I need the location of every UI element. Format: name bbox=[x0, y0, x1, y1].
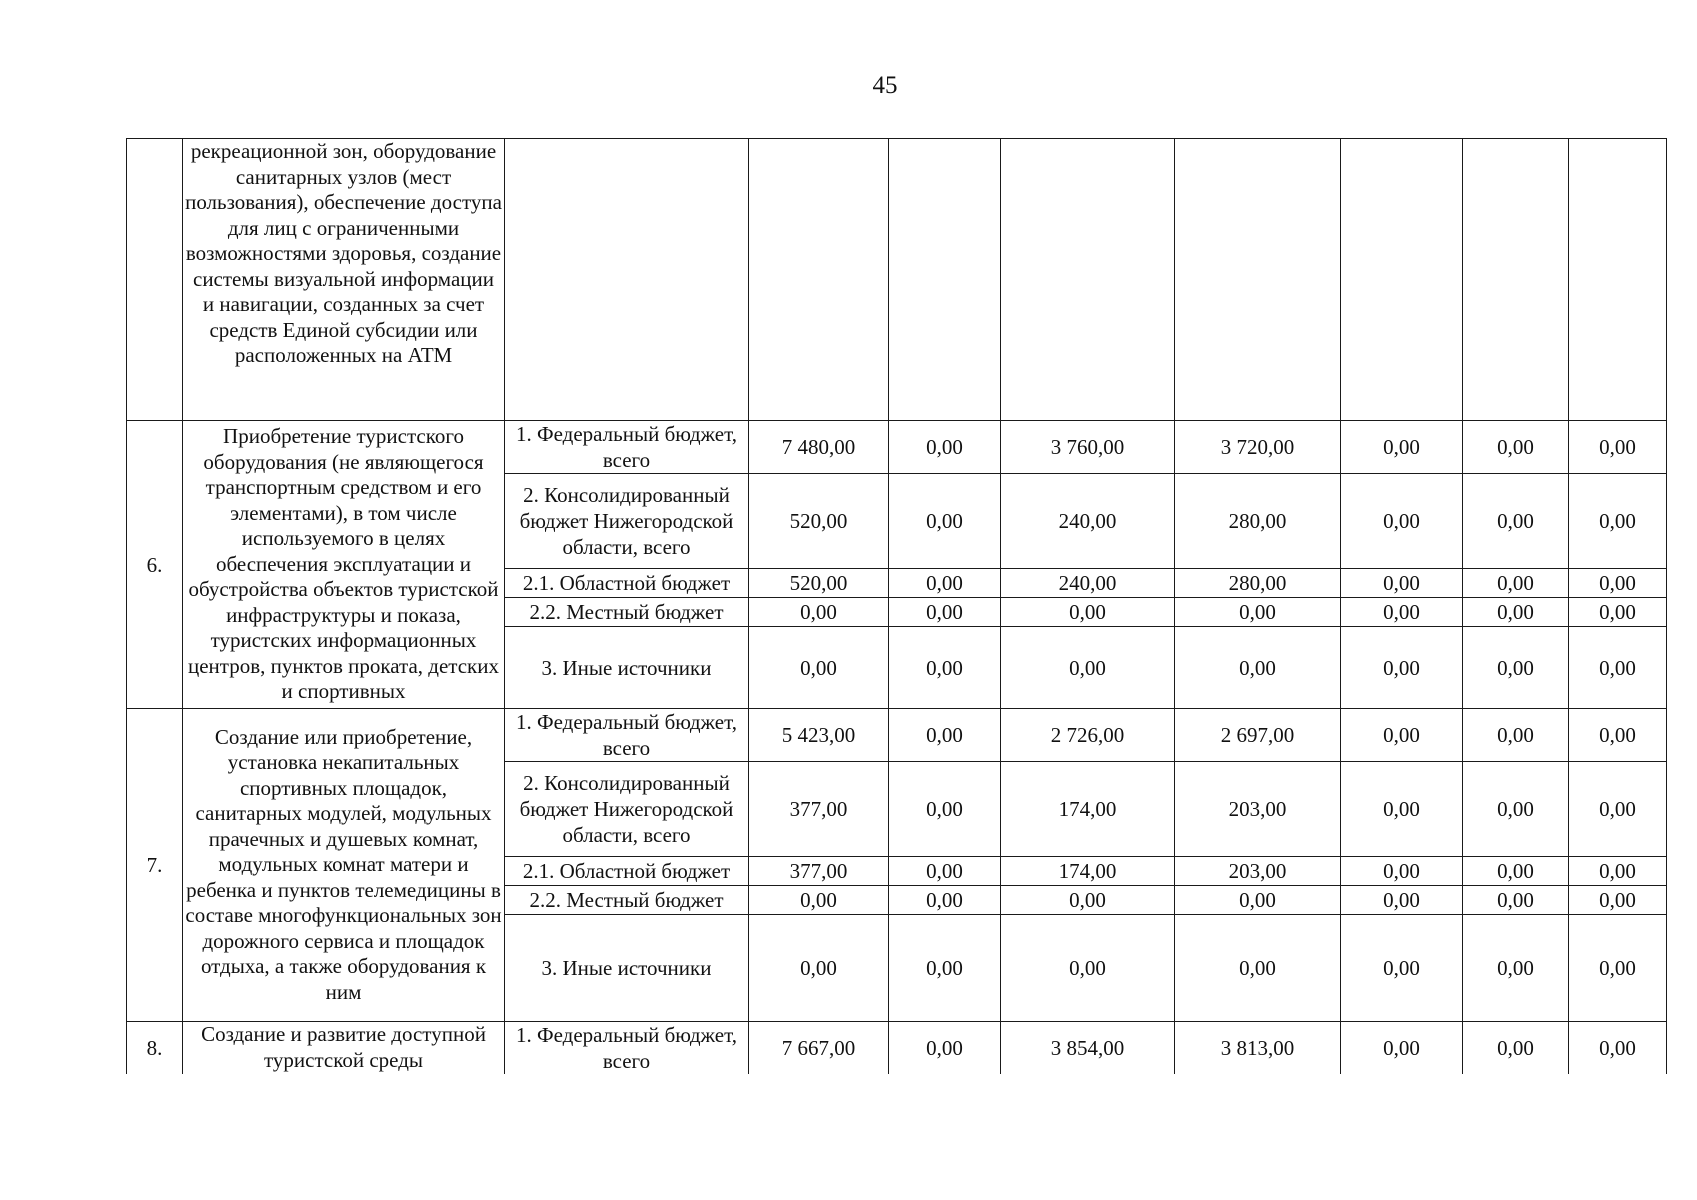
amount-cell: 2 697,00 bbox=[1175, 709, 1341, 762]
amount-cell: 3 720,00 bbox=[1175, 421, 1341, 474]
amount-cell: 0,00 bbox=[1463, 627, 1569, 709]
amount-cell: 280,00 bbox=[1175, 569, 1341, 598]
amount-cell: 0,00 bbox=[1001, 627, 1175, 709]
item-description-cell: Приобретение туристского оборудования (не являющегося транспортным средством и его элементами), в том числе используемого в целях обеспечения эксплуатации и обустройства объектов туристской инфраструктуры и показа, туристских информационных центров, пунктов проката, детских и спортивных bbox=[183, 421, 505, 709]
amount-cell: 174,00 bbox=[1001, 762, 1175, 857]
amount-cell: 240,00 bbox=[1001, 569, 1175, 598]
amount-cell: 520,00 bbox=[749, 474, 889, 569]
amount-cell: 203,00 bbox=[1175, 857, 1341, 886]
amount-cell: 3 813,00 bbox=[1175, 1022, 1341, 1075]
funding-source-cell: 3. Иные источники bbox=[505, 627, 749, 709]
amount-cell: 0,00 bbox=[1463, 421, 1569, 474]
empty-cell bbox=[1341, 139, 1463, 421]
amount-cell: 3 854,00 bbox=[1001, 1022, 1175, 1075]
funding-source-cell: 1. Федеральный бюджет, всего bbox=[505, 709, 749, 762]
funding-source-cell: 3. Иные источники bbox=[505, 915, 749, 1022]
amount-cell: 0,00 bbox=[1463, 474, 1569, 569]
amount-cell: 0,00 bbox=[1569, 762, 1667, 857]
amount-cell: 0,00 bbox=[1569, 474, 1667, 569]
continuation-row bbox=[127, 139, 1667, 421]
amount-cell: 0,00 bbox=[1001, 598, 1175, 627]
amount-cell: 0,00 bbox=[889, 627, 1001, 709]
amount-cell: 520,00 bbox=[749, 569, 889, 598]
amount-cell: 0,00 bbox=[1175, 627, 1341, 709]
amount-cell: 0,00 bbox=[1569, 569, 1667, 598]
amount-cell: 0,00 bbox=[1569, 915, 1667, 1022]
amount-cell: 0,00 bbox=[1175, 598, 1341, 627]
amount-cell: 7 480,00 bbox=[749, 421, 889, 474]
amount-cell: 0,00 bbox=[1569, 1022, 1667, 1075]
empty-cell bbox=[1175, 139, 1341, 421]
item-description-cell: Создание и развитие доступной туристской среды bbox=[183, 1022, 505, 1075]
amount-cell: 0,00 bbox=[1175, 886, 1341, 915]
amount-cell: 0,00 bbox=[1341, 915, 1463, 1022]
amount-cell: 0,00 bbox=[749, 886, 889, 915]
table-row bbox=[127, 1022, 1667, 1075]
item-number-cell: 6. bbox=[127, 421, 183, 709]
empty-cell bbox=[889, 139, 1001, 421]
amount-cell: 0,00 bbox=[749, 627, 889, 709]
amount-cell: 0,00 bbox=[1001, 915, 1175, 1022]
amount-cell: 0,00 bbox=[1463, 886, 1569, 915]
funding-source-cell: 2. Консолидированный бюджет Нижегородской области, всего bbox=[505, 474, 749, 569]
amount-cell: 3 760,00 bbox=[1001, 421, 1175, 474]
amount-cell: 280,00 bbox=[1175, 474, 1341, 569]
amount-cell: 0,00 bbox=[1569, 598, 1667, 627]
amount-cell: 0,00 bbox=[1569, 857, 1667, 886]
amount-cell: 0,00 bbox=[1341, 598, 1463, 627]
table-row bbox=[127, 709, 1667, 762]
amount-cell: 0,00 bbox=[889, 421, 1001, 474]
amount-cell: 0,00 bbox=[1569, 627, 1667, 709]
amount-cell: 0,00 bbox=[1569, 709, 1667, 762]
item-number-cell: 7. bbox=[127, 709, 183, 1022]
amount-cell: 5 423,00 bbox=[749, 709, 889, 762]
amount-cell: 0,00 bbox=[889, 598, 1001, 627]
empty-cell bbox=[505, 139, 749, 421]
amount-cell: 0,00 bbox=[1463, 762, 1569, 857]
empty-cell bbox=[749, 139, 889, 421]
amount-cell: 0,00 bbox=[889, 1022, 1001, 1075]
page-number: 45 bbox=[872, 72, 898, 99]
amount-cell: 0,00 bbox=[1463, 1022, 1569, 1075]
funding-source-cell: 2.2. Местный бюджет bbox=[505, 886, 749, 915]
amount-cell: 0,00 bbox=[889, 915, 1001, 1022]
item-number-cell: 8. bbox=[127, 1022, 183, 1075]
amount-cell: 240,00 bbox=[1001, 474, 1175, 569]
amount-cell: 377,00 bbox=[749, 857, 889, 886]
item-description-cell: рекреационной зон, оборудование санитарных узлов (мест пользования), обеспечение доступа для лиц с ограниченными возможностями здоровья, создание системы визуальной информации и навигации, созданных за счет средств Единой субсидии или расположенных на АТМ bbox=[183, 139, 505, 421]
amount-cell: 0,00 bbox=[889, 474, 1001, 569]
amount-cell: 0,00 bbox=[889, 886, 1001, 915]
amount-cell: 0,00 bbox=[889, 569, 1001, 598]
funding-source-cell: 1. Федеральный бюджет, всего bbox=[505, 1022, 749, 1075]
amount-cell: 0,00 bbox=[1341, 857, 1463, 886]
table-row bbox=[127, 421, 1667, 474]
funding-source-cell: 2.1. Областной бюджет bbox=[505, 857, 749, 886]
amount-cell: 0,00 bbox=[1463, 709, 1569, 762]
item-description-cell: Создание или приобретение, установка некапитальных спортивных площадок, санитарных модулей, модульных прачечных и душевых комнат, модульных комнат матери и ребенка и пунктов телемедицины в составе многофункциональных зон дорожного сервиса и площадок отдыха, а также оборудования к ним bbox=[183, 709, 505, 1022]
amount-cell: 0,00 bbox=[1341, 1022, 1463, 1075]
amount-cell: 0,00 bbox=[1341, 886, 1463, 915]
amount-cell: 0,00 bbox=[1463, 915, 1569, 1022]
amount-cell: 0,00 bbox=[1341, 421, 1463, 474]
amount-cell: 0,00 bbox=[1341, 474, 1463, 569]
funding-source-cell: 2.2. Местный бюджет bbox=[505, 598, 749, 627]
amount-cell: 0,00 bbox=[1341, 627, 1463, 709]
amount-cell: 174,00 bbox=[1001, 857, 1175, 886]
empty-cell bbox=[1569, 139, 1667, 421]
amount-cell: 2 726,00 bbox=[1001, 709, 1175, 762]
funding-source-cell: 1. Федеральный бюджет, всего bbox=[505, 421, 749, 474]
amount-cell: 0,00 bbox=[1463, 857, 1569, 886]
amount-cell: 0,00 bbox=[889, 857, 1001, 886]
amount-cell: 0,00 bbox=[889, 709, 1001, 762]
amount-cell: 0,00 bbox=[889, 762, 1001, 857]
amount-cell: 203,00 bbox=[1175, 762, 1341, 857]
amount-cell: 0,00 bbox=[1463, 569, 1569, 598]
amount-cell: 0,00 bbox=[1341, 762, 1463, 857]
amount-cell: 0,00 bbox=[1569, 886, 1667, 915]
empty-cell bbox=[1001, 139, 1175, 421]
funding-source-cell: 2. Консолидированный бюджет Нижегородской области, всего bbox=[505, 762, 749, 857]
amount-cell: 0,00 bbox=[1569, 421, 1667, 474]
funding-source-cell: 2.1. Областной бюджет bbox=[505, 569, 749, 598]
amount-cell: 0,00 bbox=[1341, 569, 1463, 598]
amount-cell: 0,00 bbox=[1175, 915, 1341, 1022]
budget-table bbox=[126, 138, 1667, 1074]
amount-cell: 0,00 bbox=[1001, 886, 1175, 915]
empty-cell bbox=[1463, 139, 1569, 421]
amount-cell: 0,00 bbox=[1463, 598, 1569, 627]
amount-cell: 7 667,00 bbox=[749, 1022, 889, 1075]
amount-cell: 0,00 bbox=[749, 598, 889, 627]
amount-cell: 0,00 bbox=[749, 915, 889, 1022]
amount-cell: 377,00 bbox=[749, 762, 889, 857]
amount-cell: 0,00 bbox=[1341, 709, 1463, 762]
item-number-cell bbox=[127, 139, 183, 421]
